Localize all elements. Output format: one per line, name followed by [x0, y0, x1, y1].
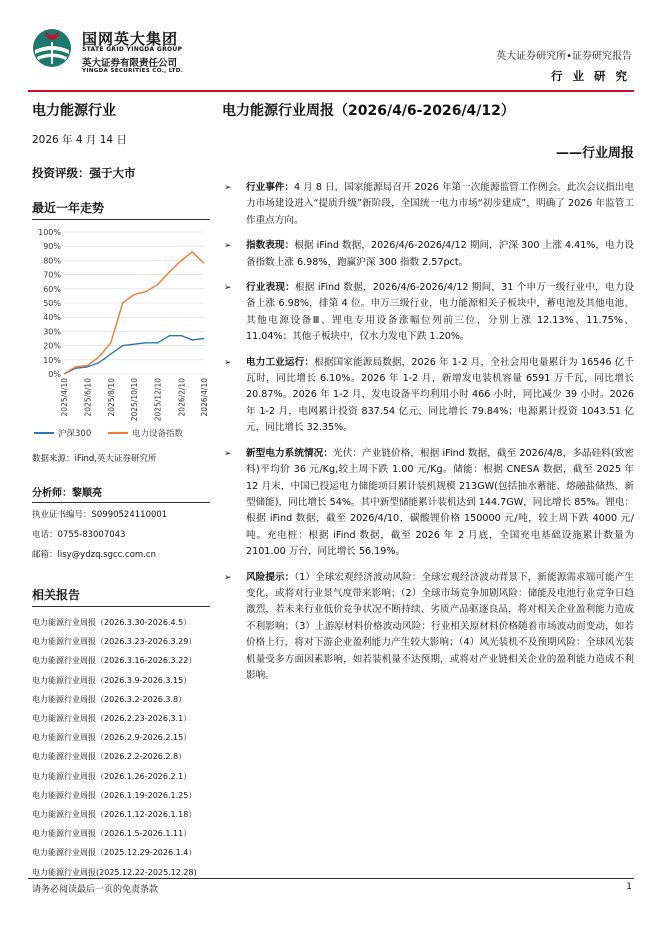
- chart-y-tick-label: 80%: [43, 256, 61, 266]
- chart-x-tick-label: 2026/2/10: [177, 378, 187, 417]
- related-report-link[interactable]: 电力能源行业周报（2026.3.2-2026.3.8）: [32, 694, 187, 704]
- arrow-bullet-icon: ➢: [224, 283, 232, 294]
- chart-y-tick-label: 20%: [43, 341, 61, 351]
- chart-legend-label: 沪深300: [58, 429, 92, 439]
- bullet-risk-warning: [222, 570, 634, 685]
- bullet-text: 根据国家能源局数据，2026 年 1-2 月，全社会用电量累计为 16546 亿千瓦时，同比增长 6.10%。2026 年 1-2 月，新增发电装机容量 6591 万千瓦，同比增长 20.87%。2026 年 1-2 月，发电设备平均利用小时 466 小时，同比减少 39 小时。2026 年 1-2 月，电网累计投资 837.54 亿元，同比增长 79.84%；电源累计投资 1043.51 亿元，同比增长 32.35%。: [246, 356, 634, 434]
- chart-x-tick-label: 2025/8/10: [106, 378, 116, 417]
- chart-x-tick-label: 2025/6/10: [83, 378, 93, 417]
- group-name-cn: 国网英大集团: [82, 30, 179, 48]
- chart-legend-label: 电力设备指数: [132, 429, 184, 439]
- bullet-power-industry: [222, 355, 634, 437]
- chart-y-tick-label: 0%: [48, 370, 61, 379]
- chart-y-tick-label: 50%: [43, 299, 61, 308]
- bullet-label: 行业表现：: [246, 282, 295, 294]
- related-report-link[interactable]: 电力能源行业周报（2026.3.23-2026.3.29）: [32, 637, 197, 647]
- related-report-link[interactable]: 电力能源行业周报（2026.2.23-2026.3.1）: [32, 714, 192, 724]
- page-header: [28, 24, 634, 94]
- analyst-phone: 电话：0755-83007043: [32, 530, 126, 540]
- arrow-bullet-icon: ➢: [224, 183, 232, 193]
- report-source: 英大证券研究所•证券研究报告: [496, 51, 632, 62]
- report-title: 电力能源行业周报（2026/4/6-2026/4/12）: [222, 103, 515, 119]
- related-report-link[interactable]: 电力能源行业周报（2026.2.2-2026.2.8）: [32, 752, 187, 762]
- chart-y-tick-label: 40%: [43, 313, 61, 323]
- report-category: 行 业 研 究: [550, 69, 630, 83]
- trend-chart: [32, 224, 210, 446]
- bullet-label: 风险提示：: [246, 571, 295, 583]
- related-reports-title: 相关报告: [32, 586, 210, 607]
- analyst-cert: 执业证书编号：S0990524110001: [32, 510, 168, 520]
- arrow-bullet-icon: ➢: [224, 241, 232, 252]
- bullet-text: 4 月 8 日，国家能源局召开 2026 年第一次能源监管工作例会。此次会议指出电力市场建设进入“提质升级”新阶段，全国统一电力市场“初步建成”，明确了 2026 年监管工作重点方向。: [246, 182, 634, 226]
- bullet-industry-event: [222, 180, 634, 229]
- footer-disclaimer[interactable]: 请务必阅读最后一页的免责条款: [32, 885, 159, 895]
- chart-y-tick-label: 60%: [43, 284, 61, 294]
- chart-y-tick-label: 100%: [38, 228, 61, 237]
- chart-y-tick-label: 10%: [43, 355, 61, 365]
- chart-y-tick-label: 30%: [43, 327, 61, 337]
- bullet-label: 行业事件：: [246, 182, 295, 193]
- bullet-text: 根据 iFind 数据，2026/4/6-2026/4/12 期间，31 个申万一级行业中，电力设备上涨 6.98%，排第 4 位。申万三级行业，电力能源相关子板块中，蓄电池及其他电池、其他电源设备Ⅲ、锂电专用设备涨幅位列前三位，分别上涨 12.13%、11.75%、11.04%；其他子板块中，仅水力发电下跌 1.20%。: [246, 282, 634, 343]
- chart-x-tick-label: 2025/10/10: [130, 378, 140, 422]
- company-name-cn: 英大证券有限责任公司: [82, 58, 178, 69]
- bullet-text: （1）全球宏观经济波动风险：全球宏观经济波动背景下，新能源需求端可能产生变化，或将对行业景气度带来影响；（2）全球市场竞争加剧风险：储能及电池行业竞争日趋激烈，若未来行业低价竞争状况不断持续、劣质产品驱逐良品，将对相关企业盈利能力造成不利影响；（3）上游原材料价格波动风险：行业相关原材料价格随着市场波动而变动，如若价格上行，将对下游企业盈利能力产生较大影响；（4）风光装机不及预期风险：全球风光装机量受多方面因素影响，如若装机量不达预期，或将对产业链相关企业的盈利能力造成不利影响。: [246, 571, 634, 681]
- related-report-link[interactable]: 电力能源行业周报（2026.3.30-2026.4.5）: [32, 618, 192, 627]
- related-reports-list: [32, 613, 210, 882]
- chart-y-tick-label: 90%: [43, 242, 61, 252]
- related-report-link[interactable]: 电力能源行业周报（2026.1.19-2026.1.25）: [32, 790, 197, 800]
- chart-title: 最近一年走势: [32, 199, 210, 220]
- chart-y-tick-label: 70%: [43, 270, 61, 280]
- main-content: [222, 100, 635, 681]
- chart-x-tick-label: 2026/4/10: [200, 378, 209, 417]
- state-grid-logo-icon: [32, 28, 72, 68]
- related-report-link[interactable]: 电力能源行业周报（2026.1.12-2026.1.18）: [32, 810, 197, 820]
- bullet-text: 根据 iFind 数据，2026/4/6-2026/4/12 期间，沪深 300 上涨 4.41%，电力设备指数上涨 6.98%，跑赢沪深 300 指数 2.57pct。: [246, 240, 635, 268]
- bullet-label: 指数表现：: [246, 240, 295, 252]
- analyst-name: 分析师：黎顺亮: [32, 484, 210, 503]
- bullet-text: 光伏：产业链价格，根据 iFind 数据，截至 2026/4/8，多晶硅料(致密料)平均价 36 元/Kg,较上周下跌 1.00 元/Kg。储能：根据 CNESA 数据，截至 2025 年 12 月末，中国已投运电力储能项目累计装机规模 213GW(包括抽水蓄能、熔融盐储热、新型储能)，同比增长 54%。其中新型储能累计装机达到 144.7GW，同比增长 85%。锂电：根据 iFind 数据，截至 2026/4/10，碳酸锂价格 150000 元/吨，较上周下跌 4000 元/吨。充电桩：根据 iFind 数据，截至 2026 年 2 月底，全国充电基础设施累计数量为 2101.00 万台，同比增长 56.19%。: [246, 447, 634, 558]
- industry-title: 电力能源行业: [32, 103, 116, 119]
- arrow-bullet-icon: ➢: [224, 448, 232, 459]
- chart-source: 数据来源：iFind,英大证券研究所: [32, 454, 157, 464]
- company-name-en: YINGDA SECURITIES CO., LTD.: [82, 68, 184, 74]
- related-report-link[interactable]: 电力能源行业周报（2026.3.9-2026.3.15）: [32, 675, 192, 685]
- summary-bullets: [222, 180, 634, 693]
- report-date: 2026 年 4 月 14 日: [32, 134, 127, 146]
- analyst-email: 邮箱：lisy@ydzq.sgcc.com.cn: [32, 550, 156, 560]
- arrow-bullet-icon: ➢: [224, 572, 232, 583]
- related-report-link[interactable]: 电力能源行业周报(2025.12.22-2025.12.28): [32, 867, 197, 877]
- header-divider: [28, 90, 634, 92]
- related-report-link[interactable]: 电力能源行业周报（2026.1.26-2026.2.1）: [32, 771, 192, 781]
- arrow-bullet-icon: ➢: [224, 357, 232, 368]
- chart-series-line: [64, 252, 204, 374]
- left-sidebar: [32, 100, 210, 882]
- page-number: 1: [626, 882, 632, 892]
- bullet-new-power-system: [222, 446, 634, 561]
- footer-divider: [28, 878, 634, 879]
- chart-x-tick-label: 2025/4/10: [60, 378, 69, 417]
- investment-rating: 投资评级：强于大市: [32, 166, 136, 180]
- group-name-en: STATE GRID YINGDA GROUP: [82, 46, 183, 53]
- bullet-industry-performance: [222, 280, 634, 346]
- chart-x-tick-label: 2025/12/10: [153, 378, 163, 422]
- chart-series-line: [64, 336, 204, 374]
- related-report-link[interactable]: 电力能源行业周报（2025.12.29-2026.1.4）: [32, 848, 197, 858]
- bullet-label: 新型电力系统情况：: [246, 447, 334, 459]
- bullet-label: 电力工业运行：: [246, 356, 315, 368]
- related-report-link[interactable]: 电力能源行业周报（2026.2.9-2026.2.15）: [32, 733, 192, 743]
- related-report-link[interactable]: 电力能源行业周报（2026.3.16-2026.3.22）: [32, 656, 197, 666]
- report-subtitle: ——行业周报: [555, 146, 634, 161]
- bullet-index-performance: [222, 238, 634, 271]
- related-report-link[interactable]: 电力能源行业周报（2026.1.5-2026.1.11）: [32, 829, 192, 839]
